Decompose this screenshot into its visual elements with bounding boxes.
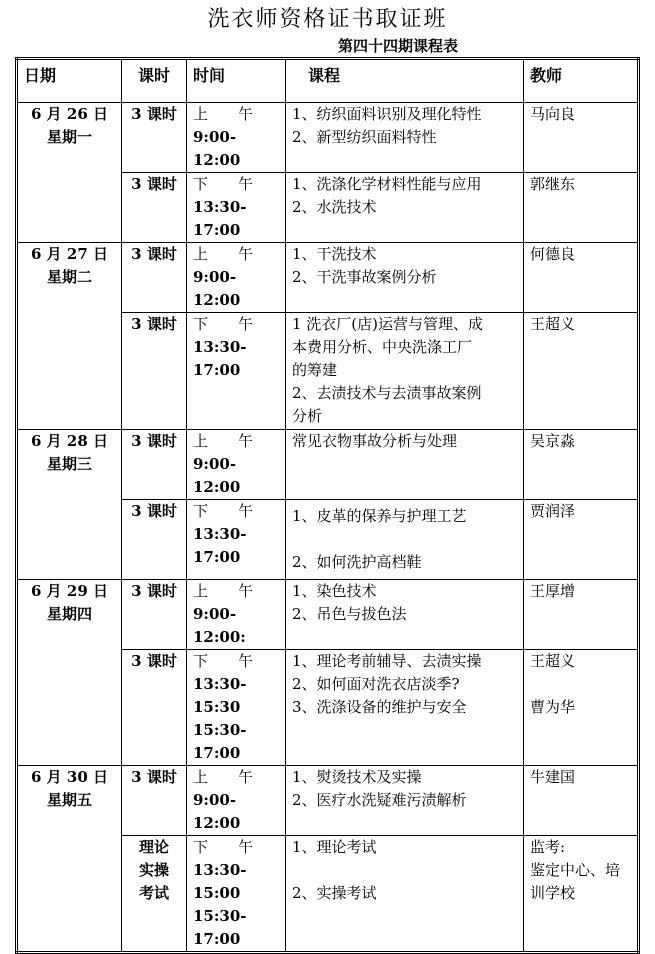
time-cell xyxy=(187,173,286,243)
table-row xyxy=(17,766,639,836)
hours-cell xyxy=(122,836,187,953)
header-teacher: 教师 xyxy=(524,59,639,103)
course-item: 3、洗涤设备的维护与安全 xyxy=(292,698,467,716)
date-cell xyxy=(17,430,122,580)
time-range: 13:30-15:00 xyxy=(193,861,247,902)
page-subtitle: 第四十四期课程表 xyxy=(338,37,459,55)
teacher-name: 牛建国 xyxy=(530,768,576,786)
teacher-cell xyxy=(524,313,639,430)
course-cell xyxy=(286,766,524,836)
course-cell xyxy=(286,650,524,766)
header-course: 课程 xyxy=(286,59,524,103)
teacher-name: 王超义 xyxy=(530,315,576,333)
teacher-cell xyxy=(524,430,639,500)
teacher-name: 训学校 xyxy=(530,884,576,902)
time-cell xyxy=(187,650,286,766)
hours-cell: 3 课时 xyxy=(122,173,187,243)
teacher-cell xyxy=(524,500,639,580)
teacher-name: 郭继东 xyxy=(530,175,576,193)
course-item: 1、纺织面料识别及理化特性 xyxy=(292,105,482,123)
teacher-name: 王超义 xyxy=(530,652,576,670)
time-cell xyxy=(187,836,286,953)
course-item: 分析 xyxy=(292,407,323,425)
time-period: 上 午 xyxy=(193,245,254,263)
hours-line: 理论 xyxy=(138,838,169,856)
time-period: 下 午 xyxy=(193,652,254,670)
date-label: 6 月 29 日 xyxy=(31,582,108,600)
time-range: 13:30-15:30 xyxy=(193,675,247,716)
course-cell xyxy=(286,836,524,953)
teacher-name: 曹为华 xyxy=(530,698,576,716)
course-item: 2、实操考试 xyxy=(292,884,377,902)
teacher-name: 何德良 xyxy=(530,245,576,263)
teacher-name: 马向良 xyxy=(530,105,576,123)
time-cell xyxy=(187,500,286,580)
course-item: 1、熨烫技术及实操 xyxy=(292,768,422,786)
date-label: 6 月 27 日 xyxy=(31,245,108,263)
table-row xyxy=(17,103,639,173)
weekday-label: 星期四 xyxy=(46,605,92,623)
course-cell xyxy=(286,103,524,173)
course-item: 本费用分析、中央洗涤工厂 xyxy=(292,338,473,356)
time-range: 9:00-12:00 xyxy=(193,455,241,496)
date-cell xyxy=(17,243,122,430)
course-item: 1、干洗技术 xyxy=(292,245,377,263)
course-item: 1、理论考试 xyxy=(292,838,377,856)
hours-cell: 3 课时 xyxy=(122,766,187,836)
schedule-table xyxy=(15,57,640,954)
course-item: 2、如何面对洗衣店淡季? xyxy=(292,675,460,693)
weekday-label: 星期五 xyxy=(46,791,92,809)
hours-cell: 3 课时 xyxy=(122,430,187,500)
course-item: 2、干洗事故案例分析 xyxy=(292,268,437,286)
teacher-cell xyxy=(524,173,639,243)
time-cell xyxy=(187,243,286,313)
teacher-name: 监考: xyxy=(530,838,566,856)
time-range: 9:00-12:00 xyxy=(193,268,241,309)
course-item: 1 洗衣厂(店)运营与管理、成 xyxy=(292,315,484,333)
date-cell xyxy=(17,580,122,766)
page-title: 洗衣师资格证书取证班 xyxy=(207,7,448,32)
header-date: 日期 xyxy=(17,59,122,103)
header-time: 时间 xyxy=(187,59,286,103)
course-item: 2、新型纺织面料特性 xyxy=(292,128,437,146)
time-period: 下 午 xyxy=(193,315,254,333)
course-item: 2、去渍技术与去渍事故案例 xyxy=(292,384,482,402)
teacher-name: 贾润泽 xyxy=(530,502,576,520)
time-cell xyxy=(187,580,286,650)
course-item: 2、吊色与拔色法 xyxy=(292,605,407,623)
course-cell xyxy=(286,430,524,500)
teacher-cell xyxy=(524,580,639,650)
time-cell xyxy=(187,313,286,430)
weekday-label: 星期二 xyxy=(46,268,92,286)
date-label: 6 月 30 日 xyxy=(31,768,108,786)
teacher-cell xyxy=(524,650,639,766)
date-cell xyxy=(17,766,122,953)
time-period: 下 午 xyxy=(193,175,254,193)
teacher-name: 王厚增 xyxy=(530,582,576,600)
time-period: 下 午 xyxy=(193,838,254,856)
time-period: 上 午 xyxy=(193,432,254,450)
teacher-cell xyxy=(524,766,639,836)
hours-cell: 3 课时 xyxy=(122,103,187,173)
table-row xyxy=(17,243,639,313)
time-period: 上 午 xyxy=(193,582,254,600)
time-range: 13:30-17:00 xyxy=(193,198,247,239)
course-item: 1、理论考前辅导、去渍实操 xyxy=(292,652,482,670)
date-cell xyxy=(17,103,122,243)
time-cell xyxy=(187,766,286,836)
course-item: 2、如何洗护高档鞋 xyxy=(292,553,422,571)
teacher-cell xyxy=(524,243,639,313)
date-label: 6 月 26 日 xyxy=(31,105,108,123)
table-row xyxy=(17,430,639,500)
hours-cell: 3 课时 xyxy=(122,580,187,650)
time-period: 下 午 xyxy=(193,502,254,520)
teacher-name: 吴京淼 xyxy=(530,432,576,450)
hours-line: 实操 xyxy=(138,861,169,879)
date-label: 6 月 28 日 xyxy=(31,432,108,450)
course-item: 1、皮革的保养与护理工艺 xyxy=(292,507,467,525)
teacher-cell xyxy=(524,836,639,953)
course-item: 常见衣物事故分析与处理 xyxy=(292,432,458,450)
course-cell xyxy=(286,313,524,430)
time-range: 13:30-17:00 xyxy=(193,338,247,379)
weekday-label: 星期三 xyxy=(46,455,92,473)
header-hours: 课时 xyxy=(122,59,187,103)
teacher-cell xyxy=(524,103,639,173)
course-item: 的筹建 xyxy=(292,361,338,379)
course-cell xyxy=(286,173,524,243)
time-range: 9:00-12:00: xyxy=(193,605,246,646)
hours-cell: 3 课时 xyxy=(122,313,187,430)
course-item: 2、医疗水洗疑难污渍解析 xyxy=(292,791,467,809)
course-item: 2、水洗技术 xyxy=(292,198,377,216)
time-range: 15:30-17:00 xyxy=(193,721,247,762)
time-range: 9:00-12:00 xyxy=(193,128,241,169)
time-period: 上 午 xyxy=(193,105,254,123)
time-range: 9:00-12:00 xyxy=(193,791,241,832)
course-cell xyxy=(286,580,524,650)
course-item: 1、染色技术 xyxy=(292,582,377,600)
hours-cell: 3 课时 xyxy=(122,243,187,313)
hours-cell: 3 课时 xyxy=(122,650,187,766)
time-period: 上 午 xyxy=(193,768,254,786)
time-range: 13:30-17:00 xyxy=(193,525,247,566)
hours-cell: 3 课时 xyxy=(122,500,187,580)
table-row xyxy=(17,580,639,650)
course-cell xyxy=(286,500,524,580)
course-cell xyxy=(286,243,524,313)
teacher-name: 鉴定中心、培 xyxy=(530,861,621,879)
time-cell xyxy=(187,103,286,173)
header-row xyxy=(17,59,639,103)
course-item: 1、洗涤化学材料性能与应用 xyxy=(292,175,482,193)
hours-line: 考试 xyxy=(138,884,169,902)
time-range: 15:30-17:00 xyxy=(193,907,247,948)
time-cell xyxy=(187,430,286,500)
weekday-label: 星期一 xyxy=(46,128,92,146)
